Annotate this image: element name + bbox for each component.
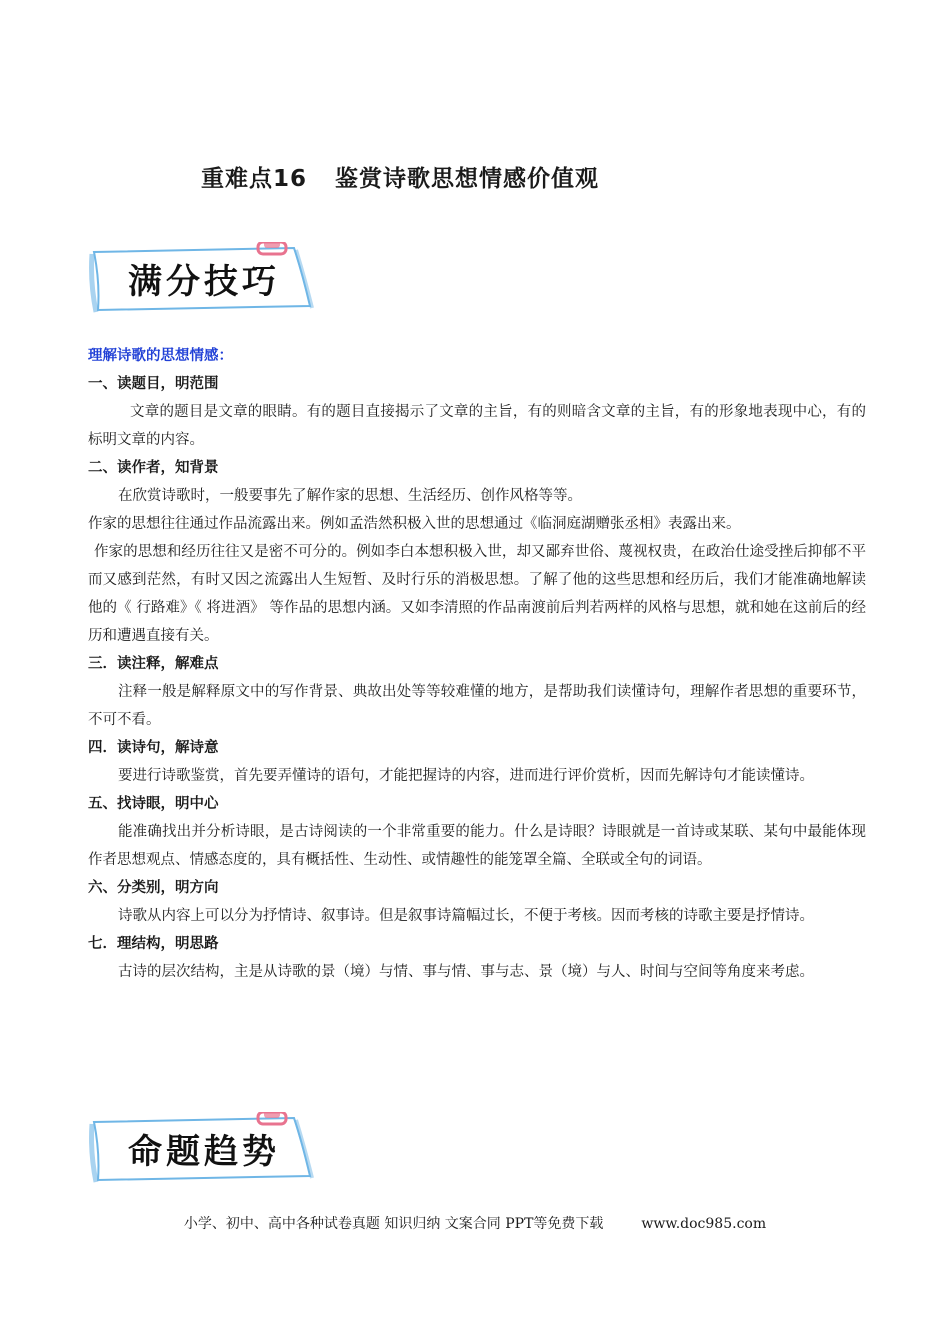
banner-label: 满分技巧 — [128, 261, 280, 302]
paragraph: 作家的思想和经历往往又是密不可分的。例如李白本想积极入世，却又鄙弃世俗、蔑视权贵，在政治仕途受挫后抑郁不平而又感到茫然，有时又因之流露出人生短暂、及时行乐的消极思想。了解了他的这些思想和经历后，我们才能准确地解读他的《 行路难》《 将进酒》 等作品的思想内涵。又如李清照的作品南渡前后判若两样的风格与思想，就和她在这前后的经历和遭遇直接有关。 — [88, 544, 866, 644]
banner-label: 命题趋势 — [128, 1131, 280, 1172]
paragraph: 文章的题目是文章的眼睛。有的题目直接揭示了文章的主旨，有的则暗含文章的主旨，有的形象地表现中心，有的标明文章的内容。 — [88, 404, 866, 448]
banner-manfen-jiqiao — [88, 242, 314, 314]
footer-url[interactable]: www.doc985.com — [641, 1216, 767, 1232]
banner-mingti-qushi — [88, 1112, 314, 1184]
item-heading: 四．读诗句，解诗意 — [88, 740, 219, 756]
paragraph: 诗歌从内容上可以分为抒情诗、叙事诗。但是叙事诗篇幅过长，不便于考核。因而考核的诗歌主要是抒情诗。 — [118, 908, 814, 924]
title-number: 重难点16 — [200, 166, 307, 192]
item-heading: 六、分类别，明方向 — [88, 880, 219, 896]
paragraph: 在欣赏诗歌时，一般要事先了解作家的思想、生活经历、创作风格等等。 — [118, 488, 582, 504]
item-heading: 七．理结构，明思路 — [88, 936, 219, 952]
footer-text: 小学、初中、高中各种试卷真题 知识归纳 文案合同 PPT等免费下载 — [183, 1216, 604, 1232]
main-content — [88, 342, 866, 986]
paragraph: 注释一般是解释原文中的写作背景、典故出处等等较难懂的地方，是帮助我们读懂诗句，理解作者思想的重要环节，不可不看。 — [88, 684, 866, 728]
paragraph: 能准确找出并分析诗眼，是古诗阅读的一个非常重要的能力。什么是诗眼？诗眼就是一首诗或某联、某句中最能体现作者思想观点、情感态度的，具有概括性、生动性、或情趣性的能笼罩全篇、全联或全句的词语。 — [88, 824, 866, 868]
paragraph: 古诗的层次结构，主是从诗歌的景（境）与情、事与情、事与志、景（境）与人、时间与空间等角度来考虑。 — [118, 964, 814, 980]
section-heading: 理解诗歌的思想情感： — [88, 348, 233, 364]
paragraph: 作家的思想往往通过作品流露出来。例如孟浩然积极入世的思想通过《临洞庭湖赠张丞相》表露出来。 — [88, 516, 741, 532]
footer — [0, 1213, 950, 1233]
item-heading: 三．读注释，解难点 — [88, 656, 219, 672]
page-title — [0, 160, 800, 193]
item-heading: 五、找诗眼，明中心 — [88, 796, 219, 812]
item-heading: 一、读题目，明范围 — [88, 376, 219, 392]
paragraph: 要进行诗歌鉴赏，首先要弄懂诗的语句，才能把握诗的内容，进而进行评价赏析，因而先解诗句才能读懂诗。 — [118, 768, 814, 784]
item-heading: 二、读作者，知背景 — [88, 460, 219, 476]
title-text: 鉴赏诗歌思想情感价值观 — [335, 166, 599, 192]
